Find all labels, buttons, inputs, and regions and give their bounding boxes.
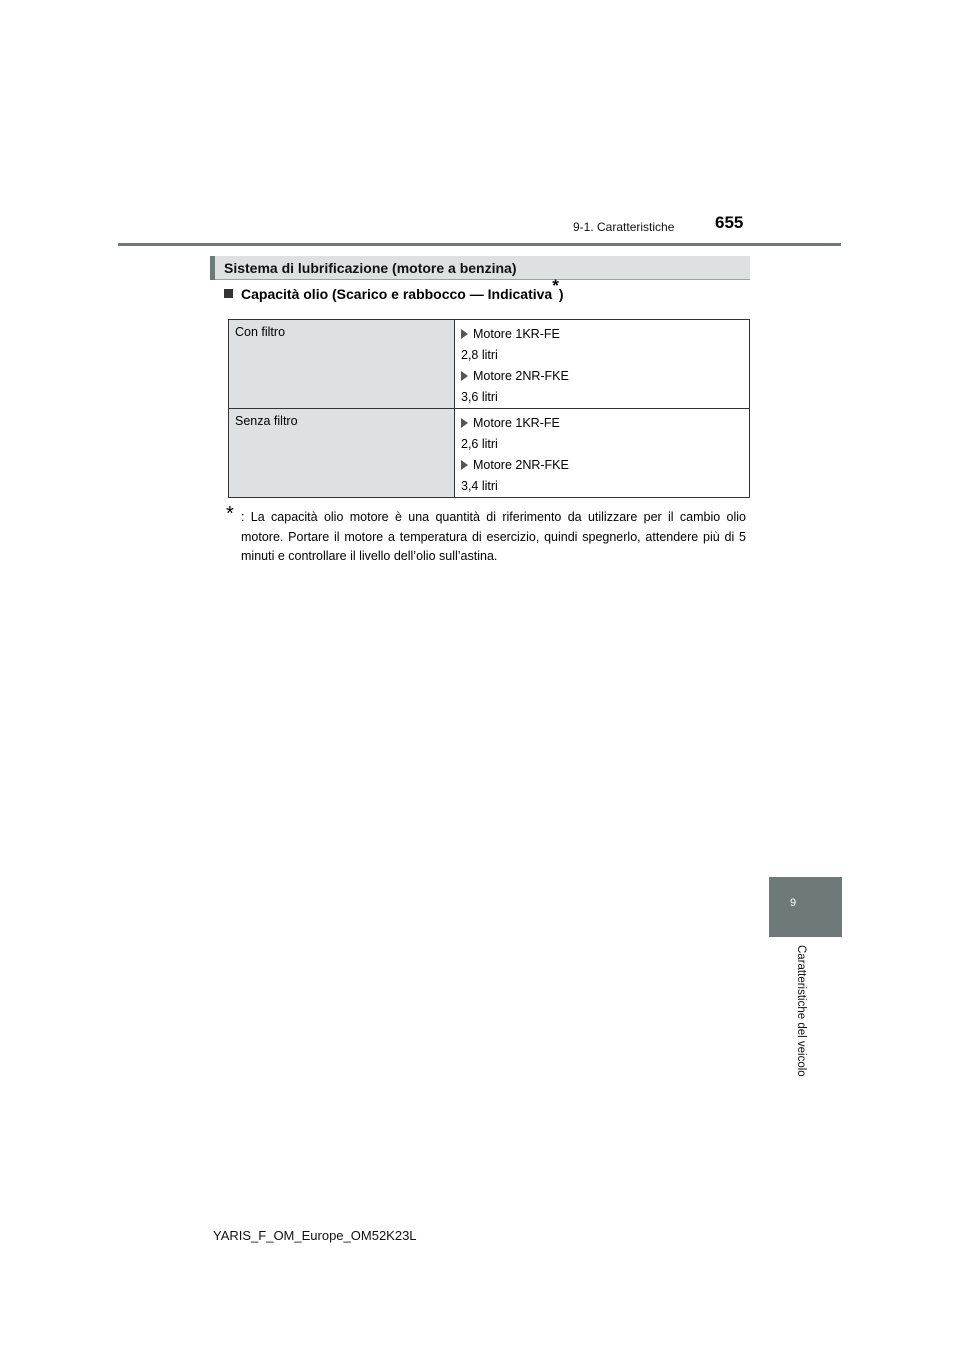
subheading-close: ) — [558, 286, 564, 302]
square-bullet-icon — [224, 289, 233, 298]
triangle-right-icon — [461, 460, 468, 470]
engine-name: Motore 1KR-FE — [473, 327, 560, 341]
engine-entry — [461, 366, 749, 386]
header-divider — [118, 243, 841, 246]
document-id: YARIS_F_OM_Europe_OM52K23L — [213, 1228, 417, 1243]
section-title: Sistema di lubrificazione (motore a benzina) — [224, 260, 517, 276]
row-label: Con filtro — [229, 320, 455, 409]
engine-name: Motore 2NR-FKE — [473, 369, 569, 383]
row-label: Senza filtro — [229, 409, 455, 498]
footnote-text: : La capacità olio motore è una quantità di riferimento da utilizzare per il cambio olio motore. Portare il motore a temperatura di esercizio, quindi spegnerlo, attendere più di 5 minuti e controllare il livello dell’olio sull’astina. — [241, 510, 746, 563]
section-title-box — [210, 256, 750, 280]
table-row — [229, 320, 750, 409]
engine-entry — [461, 455, 749, 475]
section-title-accent — [210, 256, 215, 280]
engine-name: Motore 1KR-FE — [473, 416, 560, 430]
footnote-star: * — [226, 503, 234, 525]
triangle-right-icon — [461, 371, 468, 381]
engine-entry — [461, 324, 749, 344]
capacity-value: 2,6 litri — [461, 437, 498, 451]
engine-entry — [461, 413, 749, 433]
chapter-number: 9 — [789, 897, 797, 909]
chapter-tab — [769, 877, 842, 937]
table-row — [229, 409, 750, 498]
oil-capacity-table — [228, 319, 750, 498]
header-section-title: 9-1. Caratteristiche — [573, 220, 675, 234]
capacity-value: 3,6 litri — [461, 390, 498, 404]
triangle-right-icon — [461, 418, 468, 428]
subheading — [224, 276, 564, 302]
row-values — [455, 409, 750, 498]
triangle-right-icon — [461, 329, 468, 339]
capacity-value: 2,8 litri — [461, 348, 498, 362]
engine-name: Motore 2NR-FKE — [473, 458, 569, 472]
footnote-marker: * — [552, 276, 559, 296]
row-values — [455, 320, 750, 409]
subheading-text: Capacità olio (Scarico e rabbocco — Indicativa — [241, 286, 553, 302]
chapter-label: Caratteristiche del veicolo — [795, 945, 807, 1077]
page-number: 655 — [715, 213, 744, 232]
capacity-value: 3,4 litri — [461, 479, 498, 493]
footnote — [226, 503, 746, 567]
